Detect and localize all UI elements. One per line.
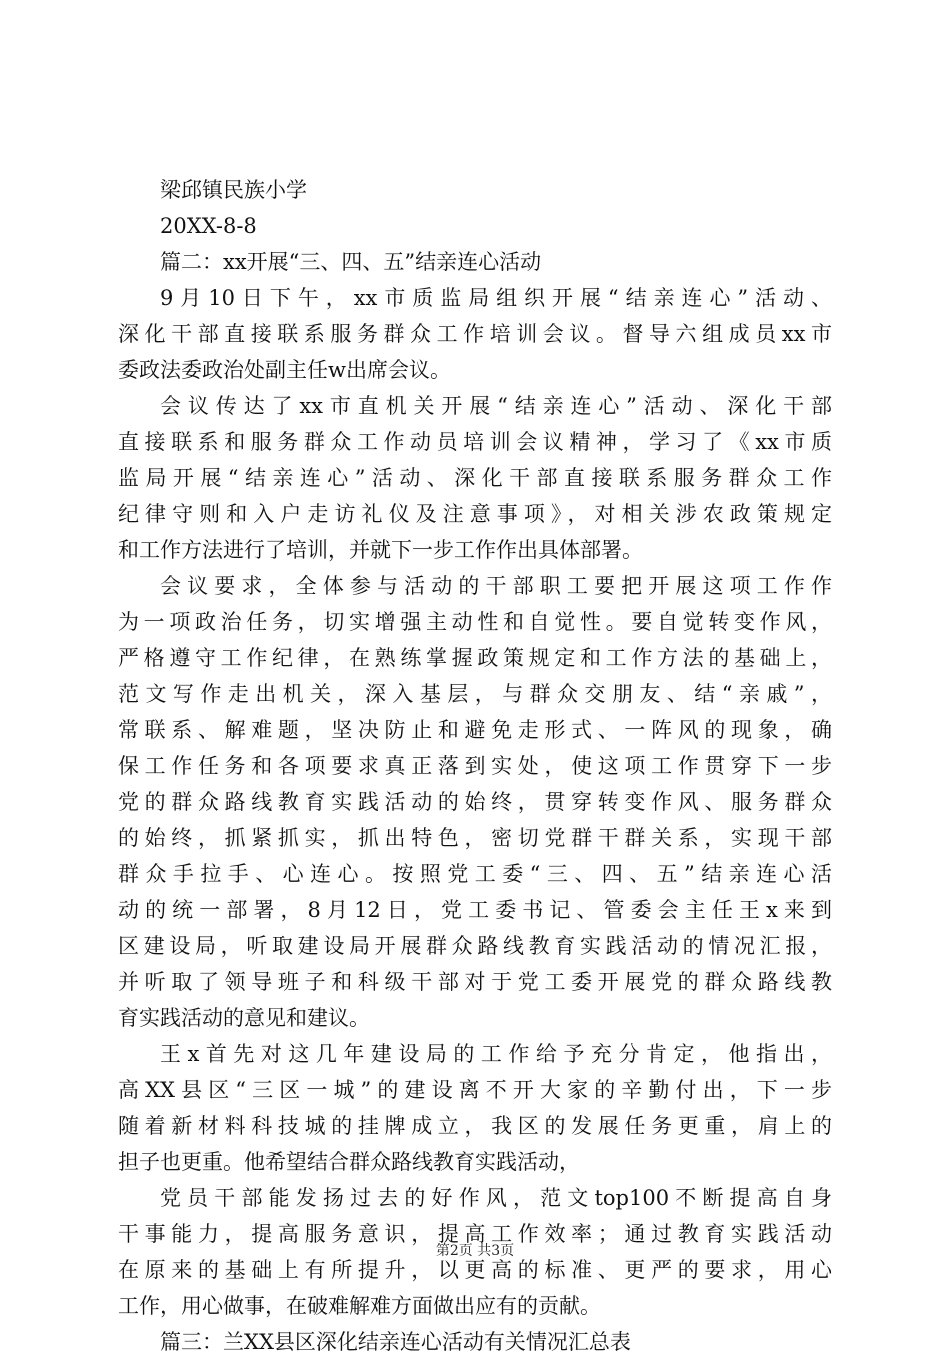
text-line: 区建设局，听取建设局开展群众路线教育实践活动的情况汇报， <box>118 934 832 958</box>
text-line: 为一项政治任务，切实增强主动性和自觉性。要自觉转变作风， <box>118 610 832 634</box>
text-line: 委政法委政治处副主任w出席会议。 <box>118 358 451 382</box>
text-line: 篇二：xx开展“三、四、五”结亲连心活动 <box>160 250 542 274</box>
text-line: 在原来的基础上有所提升，以更高的标准、更严的要求，用心 <box>118 1258 832 1282</box>
text-line: 直接联系和服务群众工作动员培训会议精神，学习了《xx市质 <box>118 430 832 454</box>
text-line: 纪律守则和入户走访礼仪及注意事项》，对相关涉农政策规定 <box>118 502 832 526</box>
text-line: 的始终，抓紧抓实，抓出特色，密切党群干群关系，实现干部 <box>118 826 832 850</box>
text-line: 范文写作走出机关，深入基层，与群众交朋友、结“亲戚”， <box>118 682 832 706</box>
document-body <box>118 172 832 1360</box>
text-line: 严格遵守工作纪律，在熟练掌握政策规定和工作方法的基础上， <box>118 646 832 670</box>
text-line: 育实践活动的意见和建议。 <box>118 1006 370 1030</box>
text-line: 工作，用心做事，在破难解难方面做出应有的贡献。 <box>118 1294 601 1318</box>
text-line: 篇三：兰XX县区深化结亲连心活动有关情况汇总表 <box>160 1330 631 1354</box>
page-number-footer: 第2页 共3页 <box>435 1243 515 1259</box>
text-line: 常联系、解难题，坚决防止和避免走形式、一阵风的现象，确 <box>118 718 832 742</box>
text-line: 会议要求，全体参与活动的干部职工要把开展这项工作作 <box>160 574 832 598</box>
text-line: 和工作方法进行了培训，并就下一步工作作出具体部署。 <box>118 538 643 562</box>
text-line: 梁邱镇民族小学 <box>160 178 307 202</box>
text-line: 党的群众路线教育实践活动的始终，贯穿转变作风、服务群众 <box>118 790 832 814</box>
text-line: 党员干部能发扬过去的好作风，范文top100不断提高自身 <box>160 1186 832 1210</box>
text-line: 保工作任务和各项要求真正落到实处，使这项工作贯穿下一步 <box>118 754 832 778</box>
text-line: 随着新材料科技城的挂牌成立，我区的发展任务更重，肩上的 <box>118 1114 832 1138</box>
text-line: 王x首先对这几年建设局的工作给予充分肯定，他指出， <box>160 1042 832 1066</box>
text-line: 9月10日下午，xx市质监局组织开展“结亲连心”活动、 <box>160 286 832 310</box>
text-line: 监局开展“结亲连心”活动、深化干部直接联系服务群众工作 <box>118 466 832 490</box>
text-line: 动的统一部署，8月12日，党工委书记、管委会主任王x来到 <box>118 898 832 922</box>
text-line: 并听取了领导班子和科级干部对于党工委开展党的群众路线教 <box>118 970 832 994</box>
text-line: 深化干部直接联系服务群众工作培训会议。督导六组成员xx市 <box>118 322 832 346</box>
text-line: 担子也更重。他希望结合群众路线教育实践活动， <box>118 1150 580 1174</box>
text-line: 群众手拉手、心连心。按照党工委“三、四、五”结亲连心活 <box>118 862 832 886</box>
text-line: 高XX县区“三区一城”的建设离不开大家的辛勤付出，下一步 <box>118 1078 832 1102</box>
text-line: 干事能力，提高服务意识，提高工作效率；通过教育实践活动 <box>118 1222 832 1246</box>
text-line: 20XX-8-8 <box>160 214 257 238</box>
text-line: 会议传达了xx市直机关开展“结亲连心”活动、深化干部 <box>160 394 832 418</box>
